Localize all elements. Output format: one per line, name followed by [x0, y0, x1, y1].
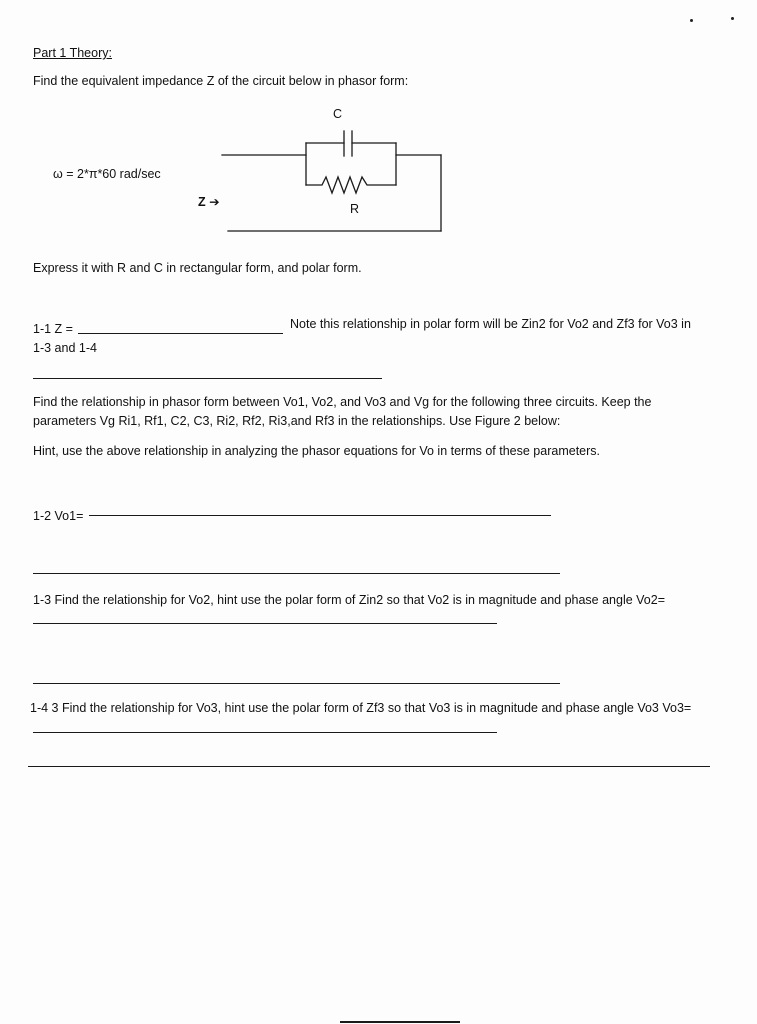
- impedance-arrow-label: Z ➔: [198, 195, 220, 209]
- q13-question: 1-3 Find the relationship for Vo2, hint use the polar form of Zin2 so that Vo2 is in magnitude and phase angle Vo2=: [33, 593, 666, 607]
- q12-label: 1-2 Vo1=: [33, 509, 84, 523]
- q14-answer-line[interactable]: [33, 732, 497, 733]
- q11-answer-line-2[interactable]: [33, 378, 382, 379]
- resistor-label: R: [350, 202, 360, 216]
- rc-circuit-diagram: [0, 0, 757, 260]
- scan-edge-mark: [340, 1021, 460, 1023]
- q11-note-continued: 1-3 and 1-4: [33, 341, 97, 355]
- q14-answer-line-2[interactable]: [28, 766, 710, 767]
- q13-answer-line[interactable]: [33, 623, 497, 624]
- capacitor-label: C: [333, 107, 343, 121]
- q14-question: 1-4 3 Find the relationship for Vo3, hint use the polar form of Zf3 so that Vo3 is in magnitude and phase angle Vo3 Vo3=: [30, 701, 692, 715]
- q11-note: Note this relationship in polar form will be Zin2 for Vo2 and Zf3 for Vo3 in: [290, 317, 691, 331]
- q12-answer-line[interactable]: [89, 515, 551, 516]
- express-instruction: Express it with R and C in rectangular form, and polar form.: [33, 261, 362, 275]
- q11-label: 1-1 Z =: [33, 322, 73, 336]
- hint-text: Hint, use the above relationship in analyzing the phasor equations for Vo in terms of these parameters.: [33, 444, 600, 458]
- q11-answer-line[interactable]: [78, 333, 283, 334]
- relationship-instruction-1: Find the relationship in phasor form between Vo1, Vo2, and Vo3 and Vg for the following three circuits. Keep the: [33, 395, 652, 409]
- q12-answer-line-2[interactable]: [33, 573, 560, 574]
- relationship-instruction-2: parameters Vg Ri1, Rf1, C2, C3, Ri2, Rf2, Ri3,and Rf3 in the relationships. Use Figure 2 below:: [33, 414, 561, 428]
- section-heading: Part 1 Theory:: [33, 46, 112, 60]
- omega-value: ω = 2*π*60 rad/sec: [53, 167, 161, 181]
- q13-answer-line-2[interactable]: [33, 683, 560, 684]
- intro-text: Find the equivalent impedance Z of the circuit below in phasor form:: [33, 74, 409, 88]
